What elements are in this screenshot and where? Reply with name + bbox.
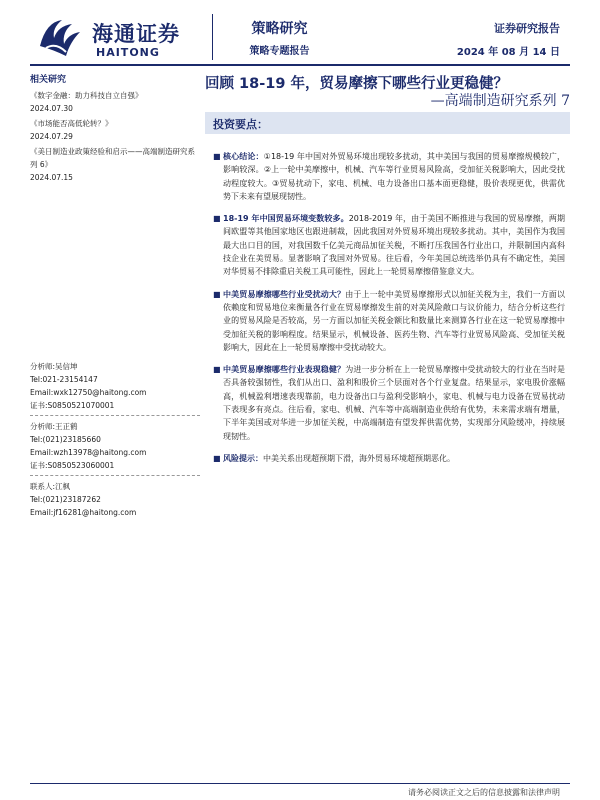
section-title: 投资要点： — [213, 118, 268, 131]
contact-tel: Tel:(021)23187262 — [30, 495, 101, 504]
related-title[interactable]: 《美日制造业政策经验和启示——高端制造研究系列 6》 — [30, 147, 195, 169]
related-title[interactable]: 《数字金融：助力科技自立自强》 — [30, 91, 143, 100]
analyst-separator — [30, 475, 200, 476]
footer-rule — [30, 783, 570, 784]
risk-paragraph — [213, 452, 565, 465]
report-subcategory: 策略专题报告 — [249, 46, 310, 57]
analyst-name: 分析师:王正鹤 — [30, 422, 78, 431]
bullet-icon: ■ — [213, 453, 221, 463]
paragraph-lead: 风险提示： — [223, 453, 263, 463]
report-type: 证券研究报告 — [494, 22, 560, 35]
related-date: 2024.07.30 — [30, 104, 73, 113]
footer-disclaimer[interactable]: 请务必阅读正文之后的信息披露和法律声明 — [408, 788, 560, 797]
paragraph-lead: 中美贸易摩擦哪些行业受扰动大？ — [223, 289, 346, 299]
analyst-tel: Tel:(021)23185660 — [30, 435, 101, 444]
highlight-paragraph — [213, 150, 565, 203]
contact-email[interactable]: Email:jf16281@haitong.com — [30, 508, 137, 517]
analyst-email[interactable]: Email:wzh13978@haitong.com — [30, 448, 147, 457]
analyst-separator — [30, 415, 200, 416]
paragraph-lead: 核心结论： — [223, 152, 264, 161]
haitong-logo-icon — [36, 16, 84, 60]
report-date: 2024 年 08 月 14 日 — [456, 47, 560, 58]
company-logo — [36, 14, 180, 62]
highlight-paragraph — [213, 363, 565, 443]
analyst-info — [30, 360, 200, 519]
paragraph-lead: 中美贸易摩擦哪些行业表现稳健？ — [223, 365, 346, 375]
bullet-icon: ■ — [213, 289, 221, 299]
bullet-icon: ■ — [213, 152, 221, 161]
investment-highlights — [213, 150, 565, 474]
bullet-icon: ■ — [213, 214, 221, 224]
highlight-paragraph — [213, 288, 565, 354]
related-research — [30, 72, 200, 186]
report-subtitle: —高端制造研究系列 7 — [430, 93, 570, 109]
related-heading: 相关研究 — [30, 75, 67, 85]
paragraph-text: ①18-19 年中国对外贸易环境出现较多扰动，其中美国与我国的贸易摩擦规模较广，影响较深。②上一轮中美摩擦中，机械、汽车等行业贸易风险高，受加征关税影响大，因此受扰动程度较大。③贸易扰动下，家电、机械、电力设备出口基本面更稳健，股价表现更优，供需优势下未来有望展现韧性。 — [223, 152, 565, 201]
logo-text-cn: 海通证券 — [92, 21, 180, 46]
paragraph-text: 2018-2019 年，由于美国不断推进与我国的贸易摩擦，两期间欧盟等其他国家地区也跟进制裁，因此我国对外贸易环境出现较多扰动。其中，美国作为我国最大出口目的国，对我国数千亿美元商品加征关税，不断打压我国各行业出口，并限制国内高科技企业在美贸易。显著影响了我国对外贸易。往后看，今年美国总统选举仍具有不确定性，美国对华贸易不排除重启关税工具可能性，因此上一轮贸易摩擦借鉴意义大。 — [223, 214, 565, 277]
report-category: 策略研究 — [251, 21, 308, 37]
analyst-email[interactable]: Email:wxk12750@haitong.com — [30, 388, 147, 397]
paragraph-text: 为进一步分析在上一轮贸易摩擦中受扰动较大的行业在当时是否具备较强韧性，我们从出口、盈利和股价三个层面对各个行业复盘。结果显示，家电股价涨幅高，机械盈利增速表现靠前，电力设备出口与盈利受影响小，家电、机械与电力设备在贸易扰动下表现多有亮点。往后看，家电、机械、汽车等中高端制造业供给有优势，未来需求端有增量，下半年美国或对华进一步加征关税，中高端制造有望发挥供需优势，实现部分风险缓冲，持续展现韧性。 — [223, 365, 566, 441]
analyst-name: 分析师:吴信坤 — [30, 362, 78, 371]
report-title: 回顾 18-19 年，贸易摩擦下哪些行业更稳健？ — [205, 76, 508, 92]
logo-text-en: HAITONG — [96, 46, 160, 59]
analyst-tel: Tel:021-23154147 — [30, 375, 98, 384]
contact-name: 联系人:江枫 — [30, 482, 71, 491]
analyst-cert: 证书:S0850521070001 — [30, 401, 115, 410]
header-rule — [30, 64, 570, 66]
analyst-cert: 证书:S0850523060001 — [30, 461, 115, 470]
bullet-icon: ■ — [213, 365, 221, 375]
related-title[interactable]: 《市场能否高低轮转？》 — [30, 119, 113, 128]
related-date: 2024.07.15 — [30, 173, 73, 182]
highlight-paragraph — [213, 212, 565, 278]
paragraph-lead: 18-19 年中国贸易环境变数较多。 — [223, 214, 349, 224]
section-header — [205, 112, 570, 134]
paragraph-text: 由于上一轮中美贸易摩擦形式以加征关税为主，我们一方面以依赖度和贸易地位来衡量各行业在贸易摩擦发生前的对美风险敞口与议价能力，结合分析这些行业的贸易风险是否较高，另一方面以加征关税金额比和数量比来测算各行业在这一轮贸易摩擦中受加征关税的影响程度。结果显示，机械设备、医药生物、汽车等行业贸易风险高、受加征关税影响大，因此在上一轮贸易摩擦中受扰动较大。 — [223, 289, 566, 352]
related-date: 2024.07.29 — [30, 132, 73, 141]
paragraph-text: 中美关系出现超预期下滑，海外贸易环境超预期恶化。 — [263, 453, 455, 463]
